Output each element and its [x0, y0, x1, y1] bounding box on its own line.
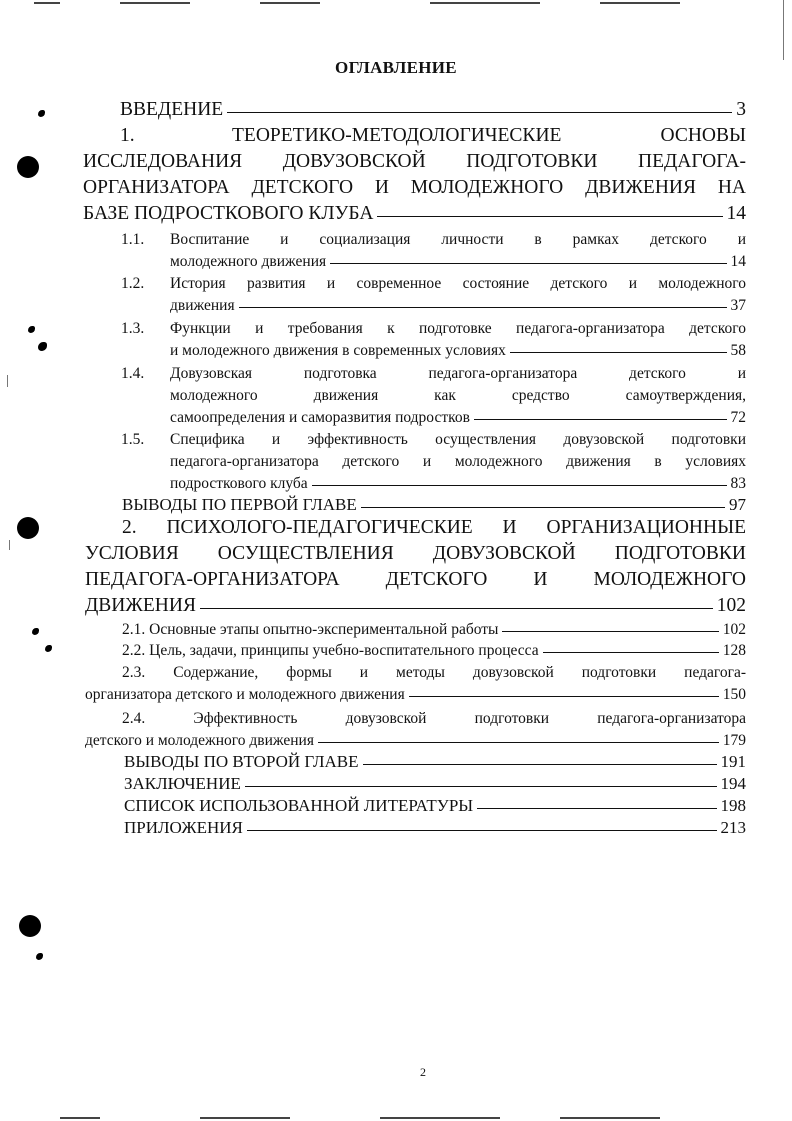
toc-page-number: 37: [730, 297, 746, 314]
toc-entry-introduction: [120, 97, 746, 123]
section-title-line: Довузовская подготовка педагога-организатора детского и: [170, 365, 746, 382]
toc-page-number: 97: [729, 495, 746, 514]
section-title-last-line: [170, 251, 746, 273]
section-number: 1.3.: [121, 320, 145, 337]
toc-leader: [245, 786, 717, 787]
toc-leader: [361, 507, 725, 508]
toc-leader: [510, 352, 727, 353]
toc-entry-label: ЗАКЛЮЧЕНИЕ: [124, 774, 241, 793]
toc-leader: [200, 608, 713, 609]
toc-entry-conclusion: [124, 773, 746, 795]
section-number: 1.1.: [121, 231, 145, 248]
chapter-title-line: ПЕДАГОГА-ОРГАНИЗАТОРА ДЕТСКОГО И МОЛОДЕЖНОГО: [85, 569, 746, 590]
section-title-last-line: [170, 340, 746, 362]
toc-entry-appendices: [124, 817, 746, 839]
section-title-line: Специфика и эффективность осуществления довузовской подготовки: [170, 431, 746, 448]
scan-artifact: [380, 1117, 500, 1119]
toc-entry-label: подросткового клуба: [170, 475, 308, 492]
toc-entry-label: движения: [170, 297, 235, 314]
chapter-number: 1.: [120, 125, 135, 146]
toc-page-number: 102: [716, 595, 746, 616]
toc-leader: [477, 808, 716, 809]
toc-page-number: 150: [722, 686, 746, 703]
toc-entry-label: 2.2. Цель, задачи, принципы учебно-воспитательного процесса: [122, 642, 539, 659]
toc-page-number: 191: [720, 752, 746, 771]
page-number: 2: [420, 1065, 426, 1079]
toc-page-number: 213: [720, 818, 746, 837]
chapter-title-line: УСЛОВИЯ ОСУЩЕСТВЛЕНИЯ ДОВУЗОВСКОЙ ПОДГОТОВКИ: [85, 543, 746, 564]
toc-page-number: 179: [722, 732, 746, 749]
toc-page-number: 128: [722, 642, 746, 659]
toc-leader: [227, 112, 732, 113]
toc-entry-section-2-2: [122, 640, 746, 662]
scan-artifact: [60, 1117, 100, 1119]
section-title-last-line: [85, 730, 746, 752]
scan-artifact: [7, 375, 8, 387]
section-title-line: педагога-организатора детского и молодежного движения в условиях: [170, 453, 746, 470]
chapter-title-line: ОРГАНИЗАТОРА ДЕТСКОГО И МОЛОДЕЖНОГО ДВИЖЕНИЯ НА: [83, 177, 746, 198]
scan-artifact: [9, 540, 10, 550]
toc-page-number: 198: [720, 796, 746, 815]
toc-entry-label: и молодежного движения в современных условиях: [170, 342, 506, 359]
ink-blot: [38, 342, 47, 351]
toc-leader: [247, 830, 717, 831]
toc-page-number: 14: [726, 203, 746, 224]
toc-page-number: 58: [730, 342, 746, 359]
chapter-title-last-line: [83, 201, 746, 227]
toc-entry-label: организатора детского и молодежного движения: [85, 686, 405, 703]
toc-entry-conclusions-chapter-2: [124, 751, 746, 773]
section-title-last-line: [170, 473, 746, 495]
scan-artifact: [200, 1117, 290, 1119]
toc-page-number: 3: [736, 99, 746, 120]
toc-leader: [474, 419, 727, 420]
section-number: 1.2.: [121, 275, 145, 292]
toc-entry-label: ДВИЖЕНИЯ: [85, 595, 196, 616]
section-title-last-line: [170, 407, 746, 429]
section-title-line: молодежного движения как средство самоутверждения,: [170, 387, 746, 404]
scan-artifact: [430, 2, 540, 4]
toc-page-number: 194: [720, 774, 746, 793]
section-title-line: История развития и современное состояние детского и молодежного: [170, 275, 746, 292]
section-title-line: 2.3. Содержание, формы и методы довузовской подготовки педагога-: [122, 664, 746, 681]
section-number: 1.5.: [121, 431, 145, 448]
chapter-title-last-line: [85, 593, 746, 619]
section-title-line: 2.4. Эффективность довузовской подготовки педагога-организатора: [122, 710, 746, 727]
punch-hole: [17, 517, 39, 539]
ink-blot: [36, 953, 43, 960]
scan-artifact: [260, 2, 320, 4]
toc-leader: [239, 307, 727, 308]
toc-entry-label: молодежного движения: [170, 253, 327, 270]
section-title-line: Воспитание и социализация личности в рамках детского и: [170, 231, 746, 248]
scan-artifact: [34, 2, 60, 4]
toc-entry-label: ВЫВОДЫ ПО ВТОРОЙ ГЛАВЕ: [124, 752, 359, 771]
toc-entry-section-2-1: [122, 619, 746, 641]
punch-hole: [17, 156, 39, 178]
toc-entry-label: 2.1. Основные этапы опытно-экспериментальной работы: [122, 621, 499, 638]
toc-page-number: 72: [730, 409, 746, 426]
chapter-title-line: ТЕОРЕТИКО-МЕТОДОЛОГИЧЕСКИЕ ОСНОВЫ: [232, 125, 746, 146]
chapter-title-line: ИССЛЕДОВАНИЯ ДОВУЗОВСКОЙ ПОДГОТОВКИ ПЕДАГОГА-: [83, 151, 746, 172]
section-title-line: Функции и требования к подготовке педагога-организатора детского: [170, 320, 746, 337]
toc-entry-label: самоопределения и саморазвития подростков: [170, 409, 470, 426]
toc-page-number: 83: [730, 475, 746, 492]
toc-entry-conclusions-chapter-1: [122, 494, 746, 516]
section-title-last-line: [85, 684, 746, 706]
toc-entry-label: ВВЕДЕНИЕ: [120, 99, 224, 120]
toc-entry-references: [124, 795, 746, 817]
toc-leader: [318, 742, 719, 743]
scan-artifact: [600, 2, 680, 4]
ink-blot: [32, 628, 39, 635]
toc-leader: [502, 631, 718, 632]
page-title: ОГЛАВЛЕНИЕ: [335, 58, 457, 77]
scan-artifact: [120, 2, 190, 4]
toc-page-number: 102: [722, 621, 746, 638]
punch-hole: [19, 915, 41, 937]
toc-entry-label: ПРИЛОЖЕНИЯ: [124, 818, 243, 837]
toc-leader: [377, 216, 722, 217]
section-title-last-line: [170, 295, 746, 317]
section-number: 1.4.: [121, 365, 145, 382]
toc-page-number: 14: [730, 253, 746, 270]
toc-entry-label: детского и молодежного движения: [85, 732, 314, 749]
toc-leader: [363, 764, 717, 765]
toc-entry-label: СПИСОК ИСПОЛЬЗОВАННОЙ ЛИТЕРАТУРЫ: [124, 796, 474, 815]
chapter-title-line: 2. ПСИХОЛОГО-ПЕДАГОГИЧЕСКИЕ И ОРГАНИЗАЦИОННЫЕ: [122, 517, 746, 538]
toc-leader: [409, 696, 719, 697]
ink-blot: [28, 326, 35, 333]
toc-entry-label: ВЫВОДЫ ПО ПЕРВОЙ ГЛАВЕ: [122, 495, 357, 514]
toc-leader: [543, 652, 719, 653]
scan-artifact: [783, 0, 784, 60]
toc-entry-label: БАЗЕ ПОДРОСТКОВОГО КЛУБА: [83, 203, 374, 224]
ink-blot: [45, 645, 52, 652]
toc-leader: [312, 485, 727, 486]
ink-blot: [38, 110, 45, 117]
toc-leader: [330, 263, 726, 264]
scan-artifact: [560, 1117, 660, 1119]
